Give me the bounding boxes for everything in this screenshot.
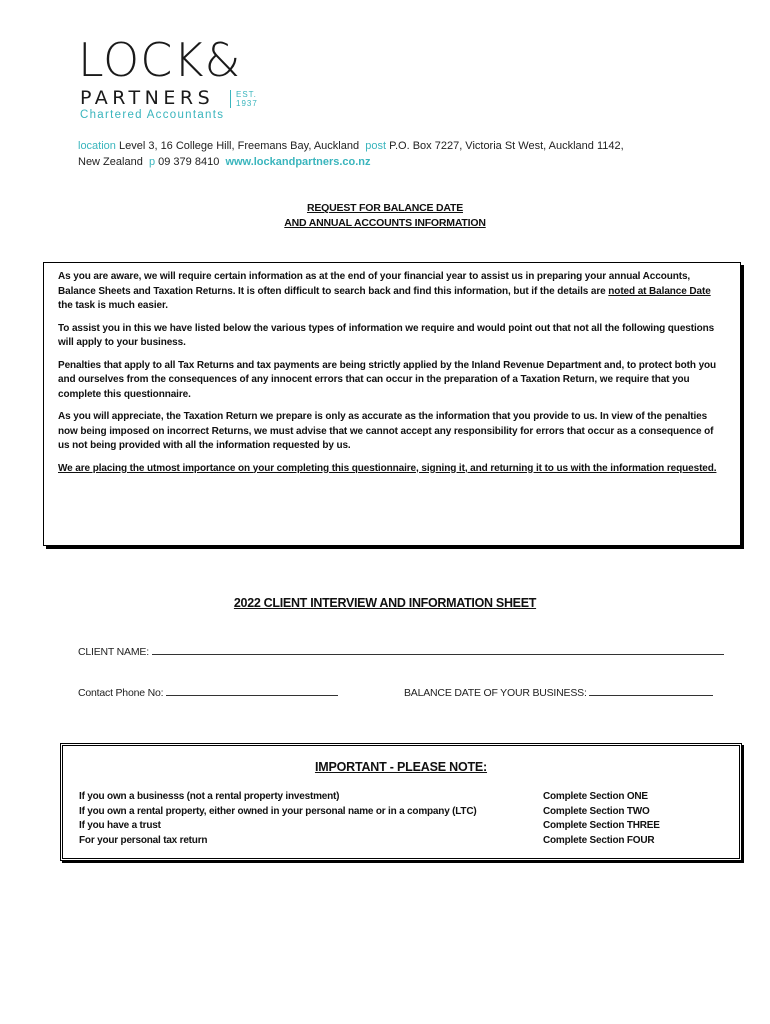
client-name-field[interactable] — [78, 645, 724, 658]
important-row — [79, 805, 729, 820]
notice-p1-underlined: noted at Balance Date — [608, 285, 711, 297]
logo-est-label: EST. — [236, 90, 257, 99]
important-title: IMPORTANT - PLEASE NOTE: — [314, 760, 488, 774]
important-row — [79, 834, 729, 849]
important-action: Complete Section TWO — [543, 805, 650, 817]
important-row — [79, 790, 729, 805]
phone-number: 09 379 8410 — [158, 156, 220, 168]
important-box — [60, 743, 742, 861]
logo-subtitle: Chartered Accountants — [80, 109, 225, 121]
notice-box — [43, 262, 741, 546]
sheet-title: 2022 CLIENT INTERVIEW AND INFORMATION SHEET — [233, 596, 537, 610]
logo-est-year: 1937 — [236, 99, 258, 108]
important-condition: If you own a rental property, either owned in your personal name or in a company (LTC) — [79, 805, 477, 817]
request-title — [0, 201, 770, 231]
important-condition: If you own a businesss (not a rental property investment) — [79, 791, 340, 802]
request-title-line2: AND ANNUAL ACCOUNTS INFORMATION — [284, 217, 486, 229]
balance-date-field[interactable] — [404, 686, 713, 699]
post-text: P.O. Box 7227, Victoria St West, Auckland 1142, — [389, 140, 624, 152]
important-list — [79, 790, 729, 848]
balance-date-label: BALANCE DATE OF YOUR BUSINESS: — [404, 687, 587, 699]
balance-date-line[interactable] — [589, 686, 713, 696]
important-action: Complete Section THREE — [543, 820, 660, 831]
client-name-label: CLIENT NAME: — [78, 646, 149, 658]
important-action: Complete Section ONE — [543, 791, 648, 802]
country-text: New Zealand — [78, 156, 143, 168]
notice-paragraph-4: As you will appreciate, the Taxation Return we prepare is only as accurate as the information that you provide to us. In view of the penalties now being imposed on incorrect Returns, we must advise that we cannot accept any responsibility for errors that occur as a consequence of us not being provided with all the information requested by us. — [58, 411, 714, 451]
notice-paragraph-5: We are placing the utmost importance on your completing this questionnaire, signing it, and returning it to us with the information requested. — [58, 462, 717, 474]
contact-phone-field[interactable] — [78, 686, 338, 699]
important-action: Complete Section FOUR — [543, 834, 655, 846]
client-name-line[interactable] — [152, 645, 724, 655]
location-text: Level 3, 16 College Hill, Freemans Bay, Auckland — [118, 140, 360, 152]
notice-paragraph-2: To assist you in this we have listed below the various types of information we require and would point out that not all the following questions will apply to your business. — [58, 322, 715, 348]
company-logo — [78, 33, 278, 126]
notice-paragraph-3: Penalties that apply to all Tax Returns and tax payments are being strictly applied by the Inland Revenue Department and, to protect both you and ourselves from the consequences of any innocent errors that can occur in the preparation of a Taxation Return, we require that you complete this questionnaire. — [58, 359, 717, 400]
request-title-line1: REQUEST FOR BALANCE DATE — [306, 202, 463, 214]
important-row — [79, 819, 729, 834]
post-label: post — [365, 140, 386, 152]
phone-label: p — [148, 156, 156, 168]
important-condition: For your personal tax return — [79, 834, 208, 846]
contact-phone-label: Contact Phone No: — [78, 687, 164, 699]
notice-p1-end: the task is much easier. — [58, 300, 168, 311]
important-condition: If you have a trust — [79, 820, 161, 831]
notice-p1-start: As you are aware, we will require certain information as at the end of your financial year to assist us in preparing your annual Accounts, Balance Sheets and Taxation Returns. It is often difficult to search back and find this information, but if the details are — [58, 271, 691, 297]
notice-paragraph-1 — [58, 270, 726, 314]
location-label: location — [78, 140, 116, 152]
logo-wordmark: LOCK& — [78, 33, 242, 87]
contact-phone-line[interactable] — [166, 686, 338, 696]
logo-established — [230, 90, 258, 108]
contact-details — [78, 138, 718, 170]
logo-partners: PARTNERS — [80, 87, 215, 109]
website-link[interactable]: www.lockandpartners.co.nz — [225, 156, 371, 168]
